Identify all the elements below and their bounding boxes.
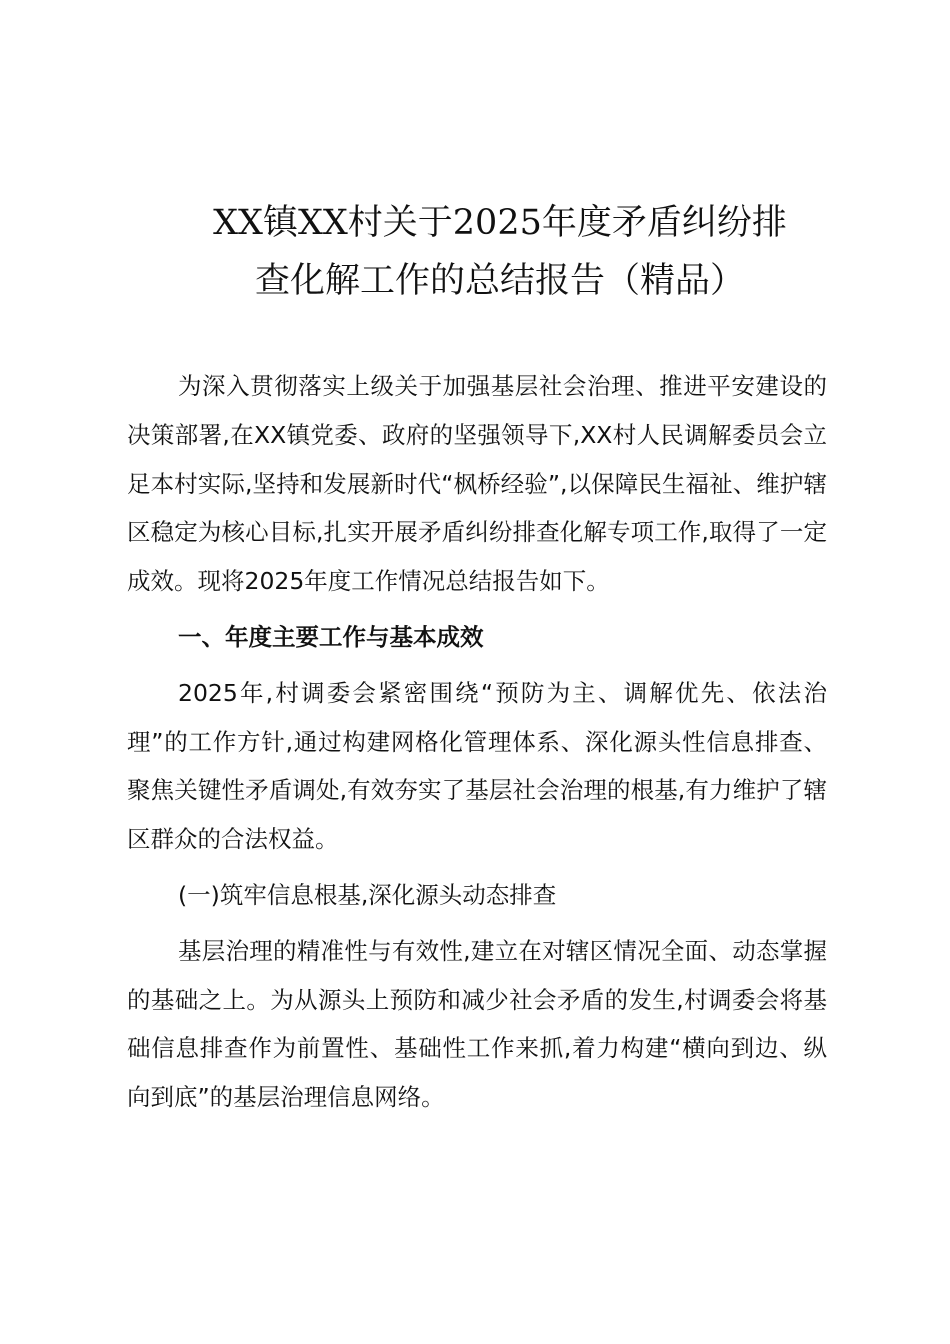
title-line-1: XX镇XX村关于2025年度矛盾纠纷排: [213, 203, 787, 243]
section-paragraph: 2025年,村调委会紧密围绕“预防为主、调解优先、依法治理”的工作方针,通过构建网格化管理体系、深化源头性信息排查、聚焦关键性矛盾调处,有效夯实了基层社会治理的根基,有力维护了辖区群众的合法权益。: [127, 678, 827, 854]
document-body: [127, 362, 827, 1122]
intro-paragraph: 为深入贯彻落实上级关于加强基层社会治理、推进平安建设的决策部署,在XX镇党委、政府的坚强领导下,XX村人民调解委员会立足本村实际,坚持和发展新时代“枫桥经验”,以保障民生福祉、维护辖区稳定为核心目标,扎实开展矛盾纠纷排查化解专项工作,取得了一定成效。现将2025年度工作情况总结报告如下。: [127, 372, 827, 596]
section-heading: 一、年度主要工作与基本成效: [178, 622, 484, 651]
document-title: [160, 194, 840, 310]
title-line-2: 查化解工作的总结报告（精品）: [254, 261, 745, 301]
subsection-paragraph: 基层治理的精准性与有效性,建立在对辖区情况全面、动态掌握的基础之上。为从源头上预防和减少社会矛盾的发生,村调委会将基础信息排查作为前置性、基础性工作来抓,着力构建“横向到边、纵向到底”的基层治理信息网络。: [127, 936, 827, 1112]
subsection-heading: (一)筑牢信息根基,深化源头动态排查: [178, 880, 557, 909]
